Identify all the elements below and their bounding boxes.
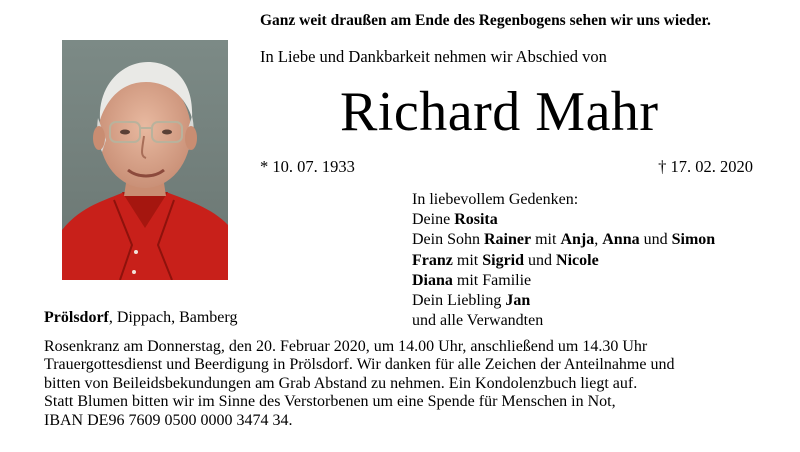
- place-line: [44, 309, 237, 327]
- birth-date: * 10. 07. 1933: [260, 157, 355, 176]
- mourner-name: Jan: [505, 292, 531, 310]
- mourner-name: Rosita: [454, 211, 498, 229]
- mourner-name: Nicole: [556, 251, 599, 269]
- details-line: bitten von Beileidsbekundungen am Grab Abstand zu nehmen. Ein Kondolenzbuch liegt auf.: [44, 374, 638, 392]
- mourner-name: Anja: [560, 231, 595, 249]
- portrait-photo: [62, 40, 228, 280]
- mourner-text: und: [524, 251, 557, 269]
- mourners-line: [412, 251, 715, 271]
- mourners-line: [412, 210, 715, 230]
- mourners-line: [412, 230, 715, 250]
- place-rest: , Dippach, Bamberg: [108, 309, 238, 326]
- mourner-text: Dein Sohn: [412, 231, 484, 249]
- mourners-line: und alle Verwandten: [412, 312, 544, 330]
- mourners-line: [412, 291, 715, 311]
- mourner-text: und: [639, 231, 672, 249]
- mourner-name: Simon: [671, 231, 716, 249]
- details-line: Rosenkranz am Donnerstag, den 20. Februar 2020, um 14.00 Uhr, anschließend um 14.30 Uhr: [44, 338, 648, 355]
- mourner-name: Anna: [602, 231, 640, 249]
- details-line: IBAN DE96 7609 0500 0000 3474 34.: [44, 411, 293, 429]
- mourner-name: Diana: [412, 271, 453, 289]
- details-line: Statt Blumen bitten wir im Sinne des Verstorbenen um eine Spende für Menschen in Not,: [44, 393, 616, 411]
- details-line: Trauergottesdienst und Beerdigung in Prölsdorf. Wir danken für alle Zeichen der Anteilnahme und: [44, 356, 675, 374]
- mourner-text: mit Familie: [452, 271, 532, 289]
- intro-text: In Liebe und Dankbarkeit nehmen wir Abschied von: [260, 47, 607, 66]
- mourner-name: Franz: [412, 251, 453, 269]
- motto: Ganz weit draußen am Ende des Regenbogens sehen wir uns wieder.: [260, 12, 711, 29]
- mourner-text: ,: [594, 231, 603, 249]
- mourner-text: mit: [452, 251, 483, 269]
- mourners-list: [412, 190, 715, 331]
- mourner-text: Dein Liebling: [412, 292, 506, 310]
- place-main: Prölsdorf: [44, 309, 109, 326]
- deceased-name: Richard Mahr: [340, 81, 659, 143]
- mourners-heading: In liebevollem Gedenken:: [412, 191, 579, 208]
- death-date: † 17. 02. 2020: [658, 157, 753, 176]
- mourner-name: Rainer: [484, 231, 532, 249]
- mourner-text: mit: [531, 231, 561, 249]
- funeral-details: [44, 338, 674, 430]
- mourner-name: Sigrid: [482, 251, 525, 269]
- mourner-text: Deine: [412, 211, 455, 229]
- mourners-line: [412, 271, 715, 291]
